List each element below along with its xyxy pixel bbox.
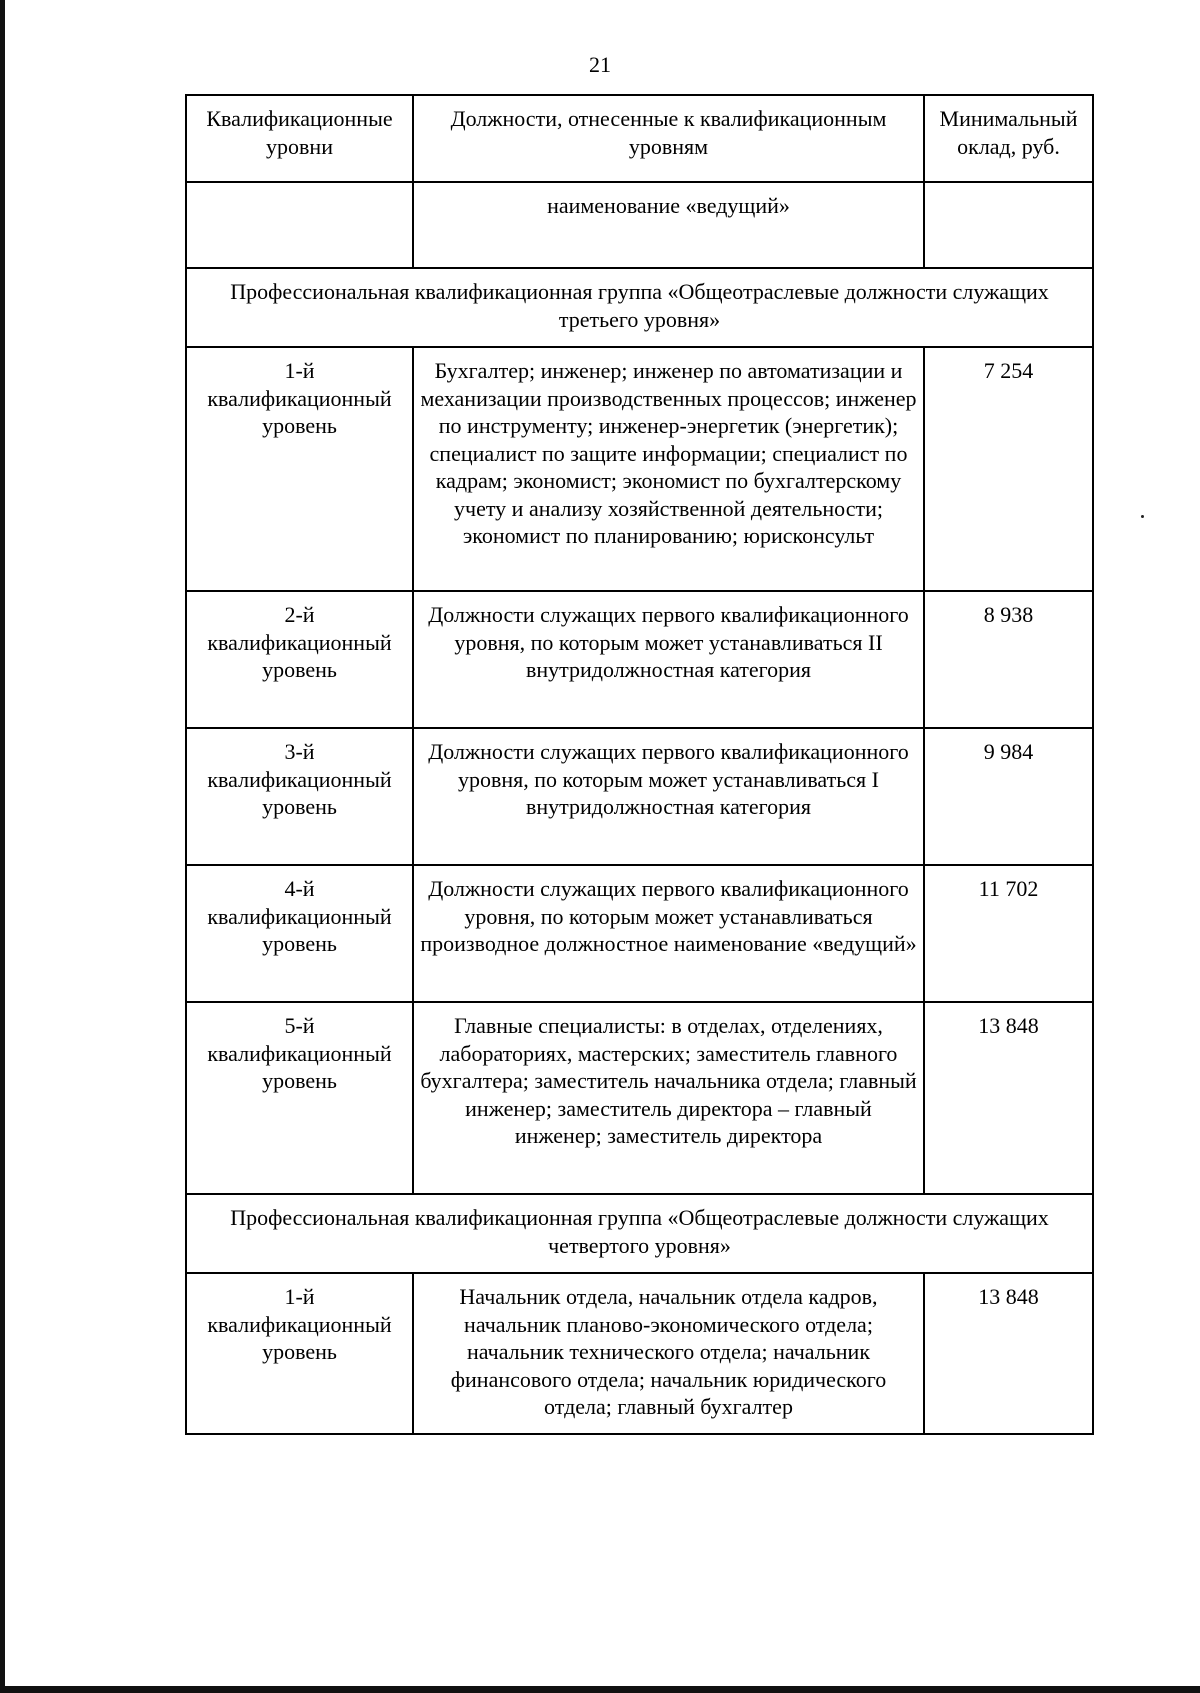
cell-positions: Должности служащих первого квалификационного уровня, по которым может устанавливаться II внутридолжностная категория (413, 591, 924, 728)
cell-level: 4-й квалификационный уровень (186, 865, 413, 1002)
salary-table (185, 94, 1094, 1435)
cell-positions: Должности служащих первого квалификационного уровня, по которым может устанавливаться производное должностное наименование «ведущий» (413, 865, 924, 1002)
scan-edge-left (0, 0, 5, 1693)
cell-salary (924, 182, 1093, 268)
cell-salary: 8 938 (924, 591, 1093, 728)
cell-level: 1-й квалификационный уровень (186, 347, 413, 591)
cell-salary: 11 702 (924, 865, 1093, 1002)
cell-salary: 7 254 (924, 347, 1093, 591)
table-row (186, 1273, 1093, 1434)
scan-speck (1141, 515, 1144, 518)
table-row (186, 865, 1093, 1002)
group-title: Профессиональная квалификационная группа «Общеотраслевые должности служащих четвертого уровня» (186, 1194, 1093, 1273)
cell-positions: Главные специалисты: в отделах, отделениях, лабораториях, мастерских; заместитель главного бухгалтера; заместитель начальника отдела; главный инженер; заместитель директора – главный инженер; заместитель директора (413, 1002, 924, 1194)
group-row (186, 1194, 1093, 1273)
cell-positions: Должности служащих первого квалификационного уровня, по которым может устанавливаться I внутридолжностная категория (413, 728, 924, 865)
page-number: 21 (589, 52, 611, 77)
table-row (186, 728, 1093, 865)
cell-positions: Бухгалтер; инженер; инженер по автоматизации и механизации производственных процессов; инженер по инструменту; инженер-энергетик (энергетик); специалист по защите информации; специалист по кадрам; экономист; экономист по бухгалтерскому учету и анализу хозяйственной деятельности; экономист по планированию; юрисконсульт (413, 347, 924, 591)
table-row (186, 591, 1093, 728)
cell-salary: 9 984 (924, 728, 1093, 865)
scan-edge-bottom (0, 1686, 1200, 1693)
cell-level: 5-й квалификационный уровень (186, 1002, 413, 1194)
table-row (186, 347, 1093, 591)
cell-level (186, 182, 413, 268)
table-header-row (186, 95, 1093, 182)
group-row (186, 268, 1093, 347)
cell-salary: 13 848 (924, 1002, 1093, 1194)
header-salary: Минимальный оклад, руб. (924, 95, 1093, 182)
cell-level: 3-й квалификационный уровень (186, 728, 413, 865)
cell-level: 1-й квалификационный уровень (186, 1273, 413, 1434)
cell-level: 2-й квалификационный уровень (186, 591, 413, 728)
header-levels: Квалификационные уровни (186, 95, 413, 182)
table-row-continuation (186, 182, 1093, 268)
cell-salary: 13 848 (924, 1273, 1093, 1434)
table-row (186, 1002, 1093, 1194)
cell-positions: наименование «ведущий» (413, 182, 924, 268)
header-positions: Должности, отнесенные к квалификационным уровням (413, 95, 924, 182)
cell-positions: Начальник отдела, начальник отдела кадров, начальник планово-экономического отдела; начальник технического отдела; начальник финансового отдела; начальник юридического отдела; главный бухгалтер (413, 1273, 924, 1434)
group-title: Профессиональная квалификационная группа «Общеотраслевые должности служащих третьего уровня» (186, 268, 1093, 347)
